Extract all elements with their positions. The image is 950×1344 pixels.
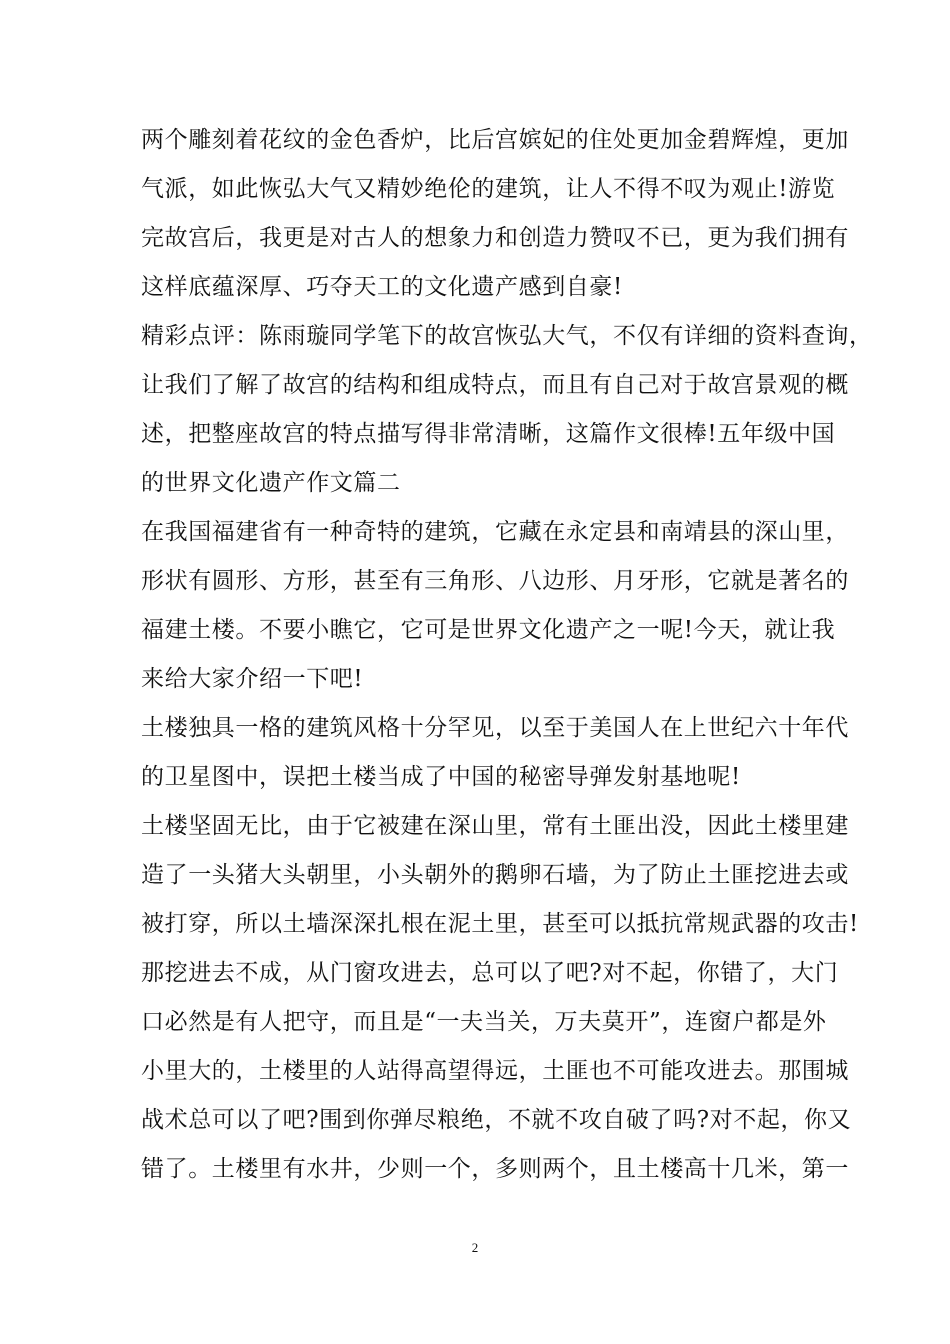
text-line: 造了一头猪大头朝里，小头朝外的鹅卵石墙，为了防止土匪挖进去或 (141, 862, 849, 888)
text-line: 福建土楼。不要小瞧它，它可是世界文化遗产之一呢!今天，就让我 (141, 617, 836, 643)
text-line: 的卫星图中，误把土楼当成了中国的秘密导弹发射基地呢! (141, 764, 741, 790)
text-line: 那挖进去不成，从门窗攻进去，总可以了吧?对不起，你错了，大门 (141, 960, 839, 986)
text-line: 小里大的，土楼里的人站得高望得远，土匪也不可能攻进去。那围城 (141, 1058, 849, 1084)
text-line: 让我们了解了故宫的结构和组成特点，而且有自己对于故宫景观的概 (141, 372, 849, 398)
text-line: 在我国福建省有一种奇特的建筑，它藏在永定县和南靖县的深山里， (141, 519, 849, 545)
page-number: 2 (471, 1240, 479, 1255)
text-line: 这样底蕴深厚、巧夺天工的文化遗产感到自豪! (141, 274, 623, 300)
text-line: 土楼坚固无比，由于它被建在深山里，常有土匪出没，因此土楼里建 (141, 813, 849, 839)
text-line: 来给大家介绍一下吧! (141, 666, 364, 692)
text-line: 气派，如此恢弘大气又精妙绝伦的建筑，让人不得不叹为观止!游览 (141, 176, 836, 202)
text-line: 形状有圆形、方形，甚至有三角形、八边形、月牙形，它就是著名的 (141, 568, 849, 594)
text-line: 错了。土楼里有水井，少则一个，多则两个，且土楼高十几米，第一 (141, 1156, 849, 1182)
text-line: 土楼独具一格的建筑风格十分罕见，以至于美国人在上世纪六十年代 (141, 715, 849, 741)
body-text (141, 116, 873, 1194)
text-line: 述，把整座故宫的特点描写得非常清晰，这篇作文很棒!五年级中国 (141, 421, 836, 447)
text-line: 完故宫后，我更是对古人的想象力和创造力赞叹不已，更为我们拥有 (141, 225, 849, 251)
text-line: 精彩点评：陈雨璇同学笔下的故宫恢弘大气，不仅有详细的资料查询， (141, 323, 873, 349)
text-line: 被打穿，所以土墙深深扎根在泥土里，甚至可以抵抗常规武器的攻击! (141, 911, 859, 937)
text-line: 口必然是有人把守，而且是“一夫当关，万夫莫开”，连窗户都是外 (141, 1009, 827, 1035)
text-line: 的世界文化遗产作文篇二 (141, 470, 401, 496)
text-line: 战术总可以了吧?围到你弹尽粮绝，不就不攻自破了吗?对不起，你又 (141, 1107, 852, 1133)
text-line: 两个雕刻着花纹的金色香炉，比后宫嫔妃的住处更加金碧辉煌，更加 (141, 127, 849, 153)
